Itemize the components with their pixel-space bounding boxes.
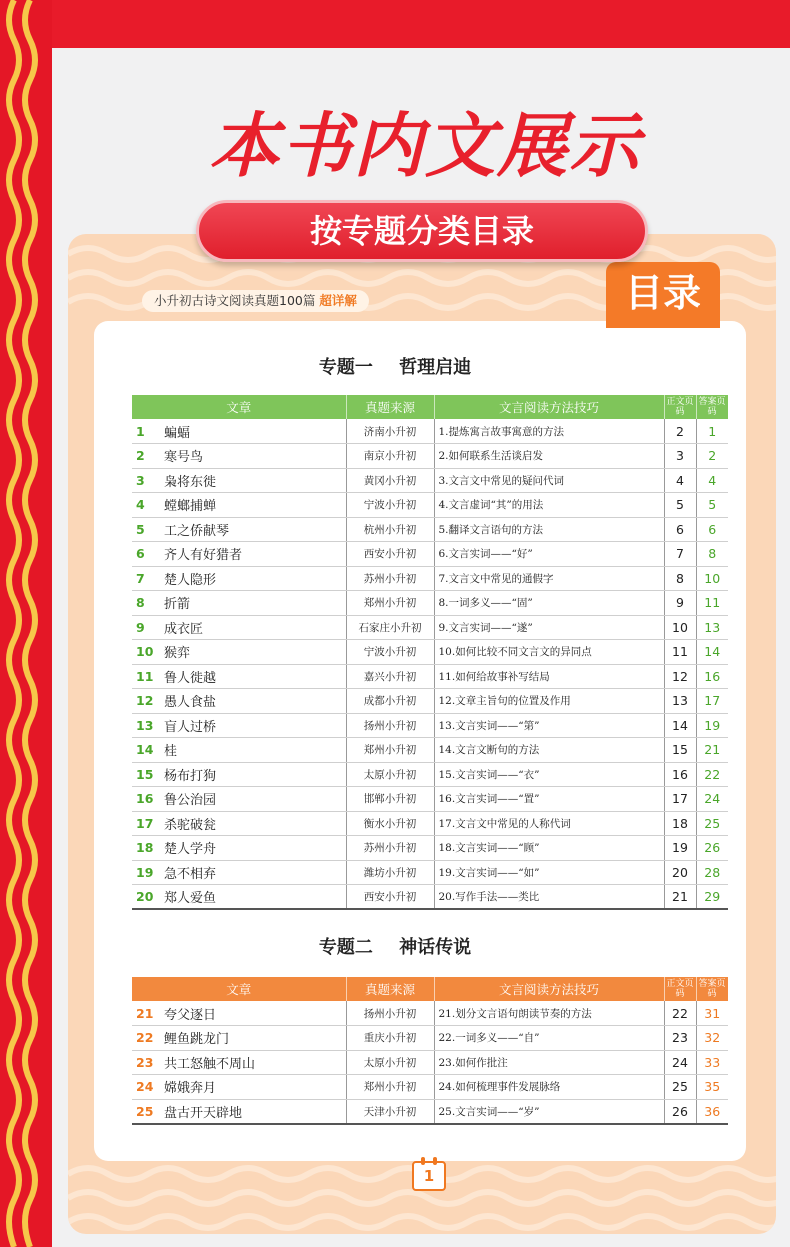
- page-number: 10: [664, 615, 696, 640]
- page-number: 21: [664, 885, 696, 910]
- table-row: [132, 689, 728, 714]
- table-row: [132, 591, 728, 616]
- row-number: 22: [132, 1026, 158, 1051]
- reading-method: 4.文言虚词“其”的用法: [434, 493, 664, 518]
- table-header-row: [132, 977, 728, 1001]
- row-number: 3: [132, 468, 158, 493]
- header-source: 真题来源: [346, 977, 434, 1001]
- row-number: 16: [132, 787, 158, 812]
- row-number: 23: [132, 1050, 158, 1075]
- section-1-heading: [0, 353, 790, 379]
- page-number: 13: [664, 689, 696, 714]
- table-row: [132, 836, 728, 861]
- article-title: 齐人有好猎者: [158, 542, 346, 567]
- header-page: 正文页码: [664, 977, 696, 1001]
- reading-method: 23.如何作批注: [434, 1050, 664, 1075]
- table-row: [132, 787, 728, 812]
- exam-source: 郑州小升初: [346, 738, 434, 763]
- answer-page: 8: [696, 542, 728, 567]
- answer-page: 36: [696, 1099, 728, 1124]
- row-number: 11: [132, 664, 158, 689]
- exam-source: 宁波小升初: [346, 640, 434, 665]
- answer-page: 11: [696, 591, 728, 616]
- answer-page: 24: [696, 787, 728, 812]
- article-title: 鲤鱼跳龙门: [158, 1026, 346, 1051]
- exam-source: 成都小升初: [346, 689, 434, 714]
- page-number: 25: [664, 1075, 696, 1100]
- page-number: 9: [664, 591, 696, 616]
- page-number: 16: [664, 762, 696, 787]
- reading-method: 11.如何给故事补写结局: [434, 664, 664, 689]
- reading-method: 9.文言实词——“遂”: [434, 615, 664, 640]
- table-row: [132, 493, 728, 518]
- row-number: 21: [132, 1001, 158, 1026]
- row-number: 6: [132, 542, 158, 567]
- exam-source: 黄冈小升初: [346, 468, 434, 493]
- reading-method: 12.文章主旨句的位置及作用: [434, 689, 664, 714]
- row-number: 24: [132, 1075, 158, 1100]
- header-answer: 答案页码: [696, 977, 728, 1001]
- answer-page: 32: [696, 1026, 728, 1051]
- page-number: 12: [664, 664, 696, 689]
- exam-source: 杭州小升初: [346, 517, 434, 542]
- article-title: 盘古开天辟地: [158, 1099, 346, 1124]
- row-number: 20: [132, 885, 158, 910]
- section-1-name: 哲理启迪: [399, 357, 472, 378]
- table-row: [132, 566, 728, 591]
- row-number: 7: [132, 566, 158, 591]
- reading-method: 17.文言文中常见的人称代词: [434, 811, 664, 836]
- article-title: 郑人爱鱼: [158, 885, 346, 910]
- reading-method: 13.文言实词——“第”: [434, 713, 664, 738]
- section-2-label: 专题二: [318, 937, 373, 958]
- answer-page: 22: [696, 762, 728, 787]
- article-title: 夸父逐日: [158, 1001, 346, 1026]
- table-row: [132, 811, 728, 836]
- book-subtitle-highlight: 超详解: [319, 293, 357, 308]
- table-row: [132, 1001, 728, 1026]
- exam-source: 衡水小升初: [346, 811, 434, 836]
- table-row: [132, 762, 728, 787]
- table-row: [132, 615, 728, 640]
- answer-page: 26: [696, 836, 728, 861]
- row-number: 4: [132, 493, 158, 518]
- table-row: [132, 1050, 728, 1075]
- reading-method: 5.翻译文言语句的方法: [434, 517, 664, 542]
- page-number: 26: [664, 1099, 696, 1124]
- article-title: 折箭: [158, 591, 346, 616]
- table-header-row: [132, 395, 728, 419]
- section-1-table: [132, 395, 729, 910]
- header-answer: 答案页码: [696, 395, 728, 419]
- header-source: 真题来源: [346, 395, 434, 419]
- row-number: 14: [132, 738, 158, 763]
- row-number: 5: [132, 517, 158, 542]
- row-number: 8: [132, 591, 158, 616]
- table-row: [132, 713, 728, 738]
- table-row: [132, 468, 728, 493]
- book-subtitle-text: 小升初古诗文阅读真题100篇: [154, 293, 316, 308]
- main-title: 本书内文展示: [209, 105, 641, 187]
- reading-method: 25.文言实词——“岁”: [434, 1099, 664, 1124]
- article-title: 成衣匠: [158, 615, 346, 640]
- page-number: 14: [664, 713, 696, 738]
- answer-page: 21: [696, 738, 728, 763]
- row-number: 12: [132, 689, 158, 714]
- answer-page: 13: [696, 615, 728, 640]
- answer-page: 29: [696, 885, 728, 910]
- answer-page: 17: [696, 689, 728, 714]
- contents-tab: 目录: [606, 262, 720, 328]
- table-row: [132, 542, 728, 567]
- row-number: 13: [132, 713, 158, 738]
- answer-page: 33: [696, 1050, 728, 1075]
- reading-method: 3.文言文中常见的疑问代词: [434, 468, 664, 493]
- header-article: 文章: [132, 977, 346, 1001]
- article-title: 鲁人徙越: [158, 664, 346, 689]
- header-page: 正文页码: [664, 395, 696, 419]
- table-row: [132, 885, 728, 910]
- article-title: 楚人学舟: [158, 836, 346, 861]
- reading-method: 21.划分文言语句朗读节奏的方法: [434, 1001, 664, 1026]
- exam-source: 苏州小升初: [346, 566, 434, 591]
- page-number: 20: [664, 860, 696, 885]
- answer-page: 19: [696, 713, 728, 738]
- page-number: 15: [664, 738, 696, 763]
- exam-source: 苏州小升初: [346, 836, 434, 861]
- reading-method: 1.提炼寓言故事寓意的方法: [434, 419, 664, 444]
- article-title: 急不相弃: [158, 860, 346, 885]
- page-number: 5: [664, 493, 696, 518]
- category-ribbon: 按专题分类目录: [196, 200, 648, 262]
- row-number: 18: [132, 836, 158, 861]
- answer-page: 14: [696, 640, 728, 665]
- reading-method: 22.一词多义——“自”: [434, 1026, 664, 1051]
- header-method: 文言阅读方法技巧: [434, 395, 664, 419]
- article-title: 鲁公治园: [158, 787, 346, 812]
- page-number-badge: 1: [412, 1161, 446, 1191]
- exam-source: 太原小升初: [346, 762, 434, 787]
- page-number: 11: [664, 640, 696, 665]
- reading-method: 20.写作手法——类比: [434, 885, 664, 910]
- answer-page: 16: [696, 664, 728, 689]
- left-wavy-border: [0, 0, 52, 1247]
- row-number: 10: [132, 640, 158, 665]
- section-1-rows: [132, 419, 728, 909]
- table-row: [132, 1026, 728, 1051]
- article-title: 楚人隐形: [158, 566, 346, 591]
- exam-source: 宁波小升初: [346, 493, 434, 518]
- page-number: 8: [664, 566, 696, 591]
- table-row: [132, 444, 728, 469]
- page-number: 24: [664, 1050, 696, 1075]
- article-title: 工之侨献琴: [158, 517, 346, 542]
- article-title: 桂: [158, 738, 346, 763]
- section-1-label: 专题一: [318, 357, 373, 378]
- reading-method: 19.文言实词——“如”: [434, 860, 664, 885]
- row-number: 19: [132, 860, 158, 885]
- exam-source: 南京小升初: [346, 444, 434, 469]
- answer-page: 28: [696, 860, 728, 885]
- answer-page: 35: [696, 1075, 728, 1100]
- exam-source: 郑州小升初: [346, 1075, 434, 1100]
- exam-source: 郑州小升初: [346, 591, 434, 616]
- section-2-rows: [132, 1001, 728, 1124]
- answer-page: 4: [696, 468, 728, 493]
- table-row: [132, 1075, 728, 1100]
- article-title: 枭将东徙: [158, 468, 346, 493]
- book-subtitle: [142, 290, 369, 312]
- table-row: [132, 738, 728, 763]
- page-number: 22: [664, 1001, 696, 1026]
- section-2-table: [132, 977, 729, 1125]
- reading-method: 8.一词多义——“固”: [434, 591, 664, 616]
- article-title: 共工怒触不周山: [158, 1050, 346, 1075]
- reading-method: 16.文言实词——“置”: [434, 787, 664, 812]
- row-number: 25: [132, 1099, 158, 1124]
- exam-source: 西安小升初: [346, 885, 434, 910]
- exam-source: 扬州小升初: [346, 1001, 434, 1026]
- header-article: 文章: [132, 395, 346, 419]
- row-number: 9: [132, 615, 158, 640]
- reading-method: 14.文言文断句的方法: [434, 738, 664, 763]
- answer-page: 5: [696, 493, 728, 518]
- exam-source: 扬州小升初: [346, 713, 434, 738]
- article-title: 寒号鸟: [158, 444, 346, 469]
- table-row: [132, 419, 728, 444]
- page-number: 23: [664, 1026, 696, 1051]
- article-title: 猴弈: [158, 640, 346, 665]
- section-2-name: 神话传说: [399, 937, 472, 958]
- exam-source: 重庆小升初: [346, 1026, 434, 1051]
- exam-source: 嘉兴小升初: [346, 664, 434, 689]
- article-title: 蝙蝠: [158, 419, 346, 444]
- row-number: 2: [132, 444, 158, 469]
- page-number: 19: [664, 836, 696, 861]
- article-title: 嫦娥奔月: [158, 1075, 346, 1100]
- page-number: 3: [664, 444, 696, 469]
- reading-method: 6.文言实词——“好”: [434, 542, 664, 567]
- reading-method: 2.如何联系生活谈启发: [434, 444, 664, 469]
- exam-source: 济南小升初: [346, 419, 434, 444]
- exam-source: 天津小升初: [346, 1099, 434, 1124]
- table-row: [132, 1099, 728, 1124]
- page-number: 4: [664, 468, 696, 493]
- row-number: 1: [132, 419, 158, 444]
- exam-source: 石家庄小升初: [346, 615, 434, 640]
- answer-page: 6: [696, 517, 728, 542]
- article-title: 螳螂捕蝉: [158, 493, 346, 518]
- answer-page: 25: [696, 811, 728, 836]
- page-number: 7: [664, 542, 696, 567]
- reading-method: 18.文言实词——“顾”: [434, 836, 664, 861]
- exam-source: 潍坊小升初: [346, 860, 434, 885]
- article-title: 盲人过桥: [158, 713, 346, 738]
- answer-page: 1: [696, 419, 728, 444]
- page-number: 18: [664, 811, 696, 836]
- exam-source: 西安小升初: [346, 542, 434, 567]
- article-title: 杀驼破瓮: [158, 811, 346, 836]
- reading-method: 15.文言实词——“衣”: [434, 762, 664, 787]
- table-row: [132, 640, 728, 665]
- reading-method: 10.如何比较不同文言文的异同点: [434, 640, 664, 665]
- row-number: 17: [132, 811, 158, 836]
- article-title: 愚人食盐: [158, 689, 346, 714]
- answer-page: 31: [696, 1001, 728, 1026]
- answer-page: 2: [696, 444, 728, 469]
- page-number: 17: [664, 787, 696, 812]
- table-row: [132, 860, 728, 885]
- reading-method: 7.文言文中常见的通假字: [434, 566, 664, 591]
- answer-page: 10: [696, 566, 728, 591]
- table-row: [132, 664, 728, 689]
- reading-method: 24.如何梳理事件发展脉络: [434, 1075, 664, 1100]
- article-title: 杨布打狗: [158, 762, 346, 787]
- exam-source: 太原小升初: [346, 1050, 434, 1075]
- exam-source: 邯郸小升初: [346, 787, 434, 812]
- section-2-heading: [0, 933, 790, 959]
- row-number: 15: [132, 762, 158, 787]
- header-method: 文言阅读方法技巧: [434, 977, 664, 1001]
- table-row: [132, 517, 728, 542]
- page-number: 2: [664, 419, 696, 444]
- page-number: 6: [664, 517, 696, 542]
